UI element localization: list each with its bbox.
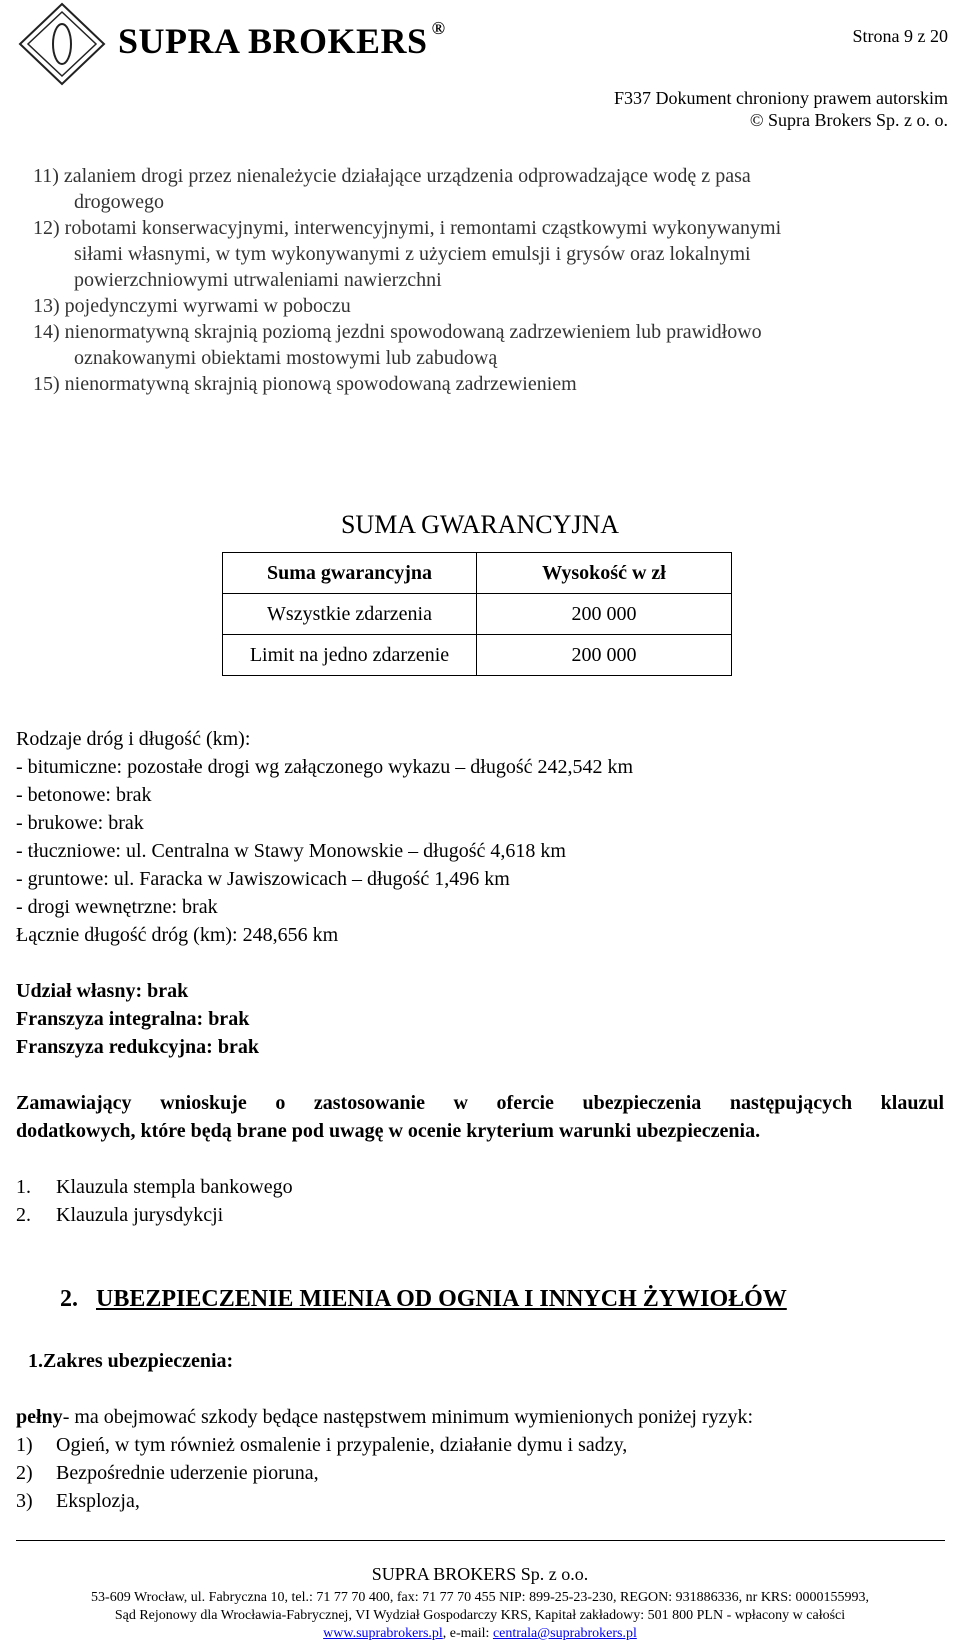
copyright-notice: © Supra Brokers Sp. z o. o. — [749, 110, 948, 130]
footer-divider — [16, 1540, 945, 1541]
risk-item: Ogień, w tym również osmalenie i przypalenie, działanie dymu i sadzy, — [56, 1434, 628, 1456]
risk-item: Eksplozja, — [56, 1490, 140, 1512]
scope-heading: 1.Zakres ubezpieczenia: — [28, 1350, 234, 1372]
scope-full-line — [16, 1404, 753, 1430]
integral-deductible: Franszyza integralna: brak — [16, 1008, 250, 1030]
list-item-12-line1: 12) robotami konserwacyjnymi, interwencyjnymi, i remontami cząstkowymi wykonywanymi — [33, 217, 782, 239]
clause-item: Klauzula jurysdykcji — [56, 1204, 224, 1226]
own-share: Udział własny: brak — [16, 980, 189, 1002]
registered-mark: ® — [431, 18, 446, 38]
document-code: F337 Dokument chroniony prawem autorskim — [614, 88, 948, 108]
risk-number: 2) — [16, 1462, 33, 1484]
suma-table — [222, 552, 732, 676]
list-item-15-line1: 15) nienormatywną skrajnią pionową spowodowaną zadrzewieniem — [33, 373, 577, 395]
full-scope-label: pełny — [16, 1406, 63, 1428]
list-item-11-line2: drogowego — [74, 191, 164, 213]
page-number: Strona 9 z 20 — [852, 26, 948, 46]
table-row — [223, 635, 732, 676]
clause-number: 2. — [16, 1204, 31, 1226]
clauses-intro-line2: dodatkowych, które będą brane pod uwagę w ocenie kryterium warunki ubezpieczenia. — [16, 1120, 761, 1142]
road-item: - drogi wewnętrzne: brak — [16, 896, 218, 918]
footer-company: SUPRA BROKERS Sp. z o.o. — [371, 1564, 589, 1584]
list-item-14-line2: oznakowanymi obiektami mostowymi lub zabudową — [74, 347, 498, 369]
road-item: - bitumiczne: pozostałe drogi wg załączonego wykazu – długość 242,542 km — [16, 756, 634, 778]
table-cell: 200 000 — [477, 594, 732, 635]
risk-number: 1) — [16, 1434, 33, 1456]
table-header: Suma gwarancyjna — [223, 553, 477, 594]
website-link[interactable]: www.suprabrokers.pl — [323, 1626, 443, 1641]
roads-total: Łącznie długość dróg (km): 248,656 km — [16, 924, 339, 946]
road-item: - tłuczniowe: ul. Centralna w Stawy Monowskie – długość 4,618 km — [16, 840, 566, 862]
road-item: - betonowe: brak — [16, 784, 152, 806]
full-scope-text: - ma obejmować szkody będące następstwem minimum wymienionych poniżej ryzyk: — [62, 1406, 754, 1428]
section-title: UBEZPIECZENIE MIENIA OD OGNIA I INNYCH ŻYWIOŁÓW — [96, 1286, 787, 1312]
email-link[interactable]: centrala@suprabrokers.pl — [492, 1626, 637, 1641]
list-item-12-line2: siłami własnymi, w tym wykonywanymi z użyciem emulsji i grysów oraz lokalnymi — [74, 243, 751, 265]
list-item-13-line1: 13) pojedynczymi wyrwami w poboczu — [33, 295, 351, 317]
email-label: , e-mail: — [442, 1626, 493, 1641]
road-item: - brukowe: brak — [16, 812, 144, 834]
footer-address: 53-609 Wrocław, ul. Fabryczna 10, tel.: 71 77 70 400, fax: 71 77 70 455 NIP: 899-25-23-230, REGON: 931886336, nr KRS: 0000155993, — [91, 1590, 869, 1605]
road-item: - gruntowe: ul. Faracka w Jawiszowicach – długość 1,496 km — [16, 868, 510, 890]
table-cell: 200 000 — [477, 635, 732, 676]
roads-heading: Rodzaje dróg i długość (km): — [16, 728, 251, 750]
clauses-intro-line1: Zamawiający wnioskuje o zastosowanie w ofercie ubezpieczenia następujących klauzul — [16, 1092, 944, 1114]
clause-number: 1. — [16, 1176, 31, 1198]
table-header-row — [223, 553, 732, 594]
suma-title: SUMA GWARANCYJNA — [340, 510, 620, 539]
list-item-12-line3: powierzchniowymi utrwaleniami nawierzchni — [74, 269, 442, 291]
footer-court: Sąd Rejonowy dla Wrocławia-Fabrycznej, VI Wydział Gospodarczy KRS, Kapitał zakładowy: 501 800 PLN - wpłacony w całości — [114, 1608, 846, 1623]
list-item-14-line1: 14) nienormatywną skrajnią poziomą jezdni spowodowaną zadrzewieniem lub prawidłowo — [33, 321, 762, 343]
risk-number: 3) — [16, 1490, 33, 1512]
supra-brokers-logo-icon — [16, 0, 108, 88]
footer-contacts — [0, 1626, 960, 1642]
table-cell: Limit na jedno zdarzenie — [223, 635, 477, 676]
table-cell: Wszystkie zdarzenia — [223, 594, 477, 635]
table-row — [223, 594, 732, 635]
clause-item: Klauzula stempla bankowego — [56, 1176, 293, 1198]
brand-name: SUPRA BROKERS ® — [118, 18, 446, 61]
list-item-11-line1: 11) zalaniem drogi przez nienależycie działające urządzenia odprowadzające wodę z pasa — [33, 165, 751, 187]
risk-item: Bezpośrednie uderzenie pioruna, — [56, 1462, 319, 1484]
section-number: 2. — [60, 1286, 78, 1312]
table-header: Wysokość w zł — [477, 553, 732, 594]
reducing-deductible: Franszyza redukcyjna: brak — [16, 1036, 259, 1058]
